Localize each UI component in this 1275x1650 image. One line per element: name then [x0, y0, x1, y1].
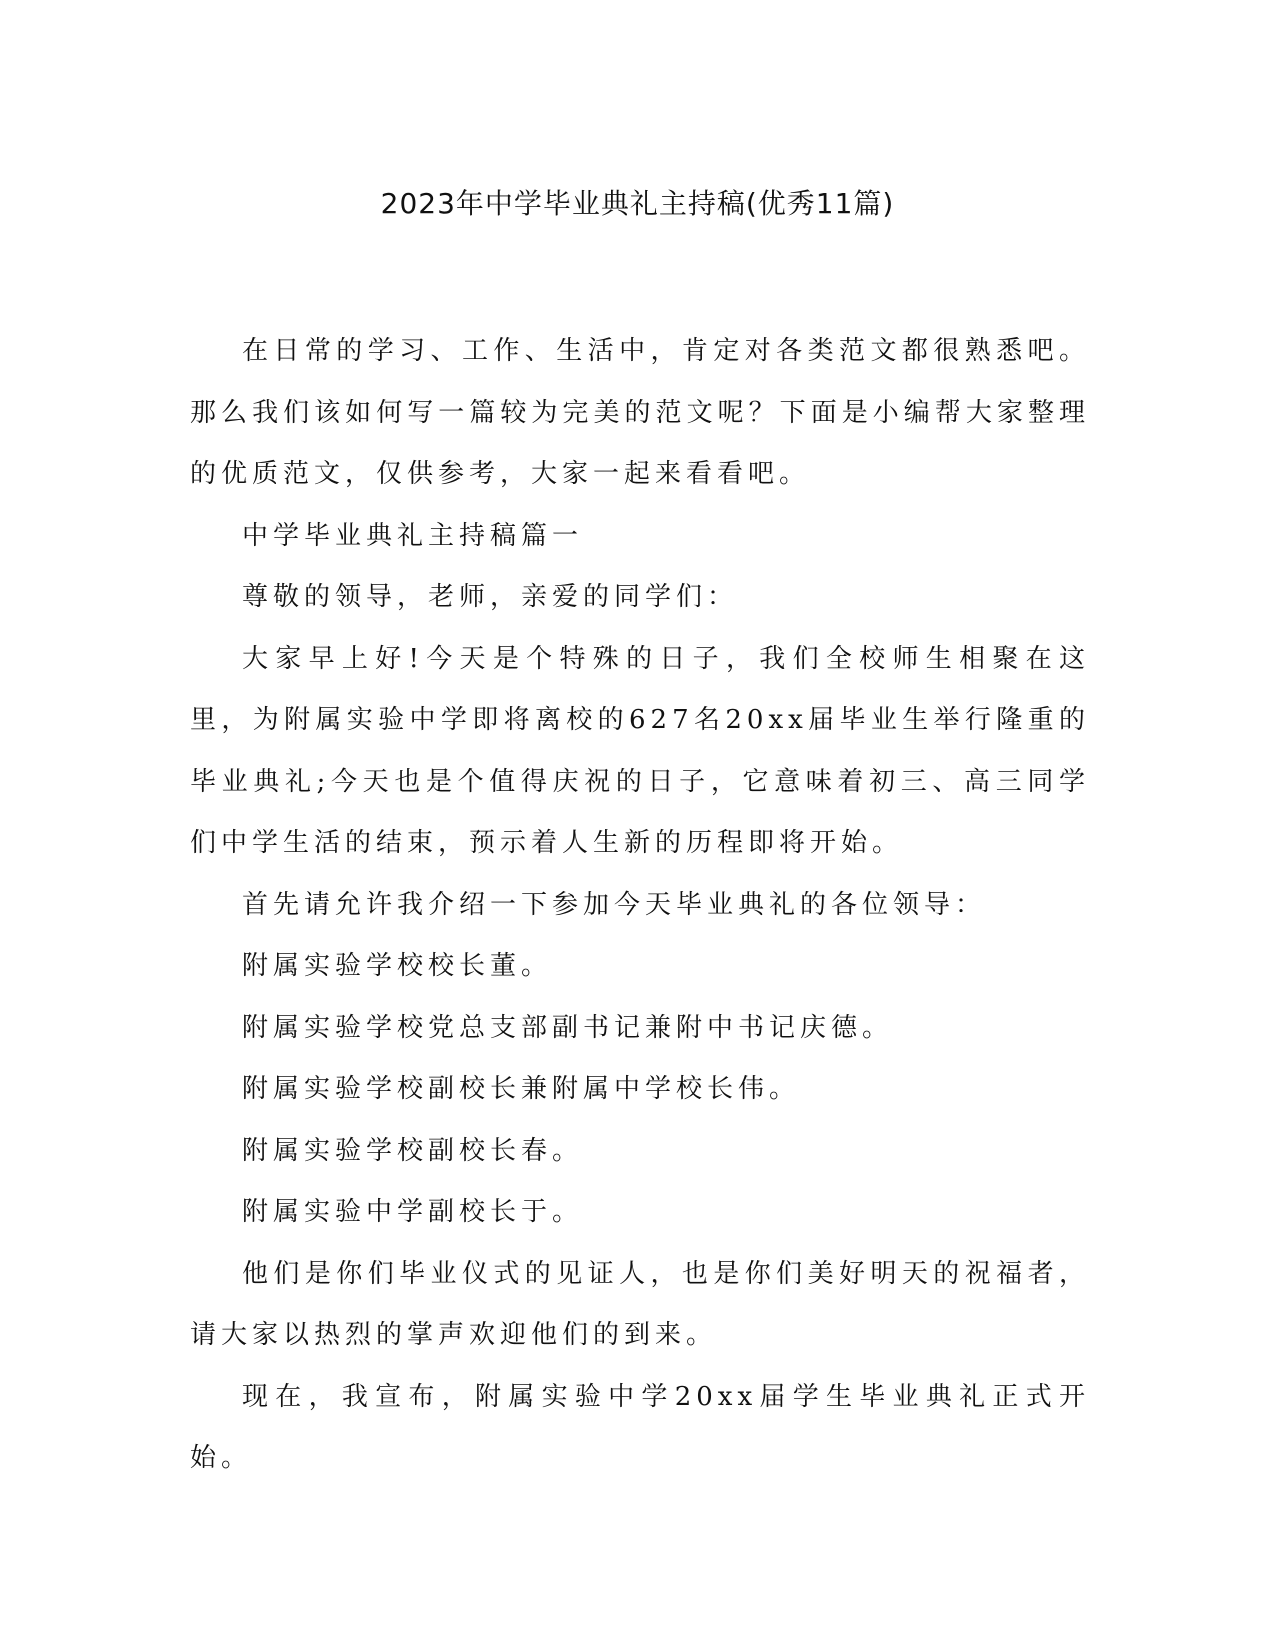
welcome-paragraph: 他们是你们毕业仪式的见证人，也是你们美好明天的祝福者，请大家以热烈的掌声欢迎他们的到来。	[190, 1258, 1090, 1350]
document-body	[190, 321, 1090, 1490]
salutation: 尊敬的领导，老师，亲爱的同学们：	[242, 582, 739, 612]
document-title: 2023年中学毕业典礼主持稿(优秀11篇)	[380, 187, 895, 220]
opening-paragraph: 大家早上好!今天是个特殊的日子，我们全校师生相聚在这里，为附属实验中学即将离校的627名20xx届毕业生举行隆重的毕业典礼;今天也是个值得庆祝的日子，它意味着初三、高三同学们中学生活的结束，预示着人生新的历程即将开始。	[190, 643, 1090, 858]
leader-line: 附属实验学校副校长春。	[242, 1135, 584, 1166]
intro-paragraph: 在日常的学习、工作、生活中，肯定对各类范文都很熟悉吧。那么我们该如何写一篇较为完美的范文呢？下面是小编帮大家整理的优质范文，仅供参考，大家一起来看看吧。	[190, 336, 1090, 489]
leaders-intro: 首先请允许我介绍一下参加今天毕业典礼的各位领导：	[242, 889, 987, 920]
leader-line: 附属实验学校副校长兼附属中学校长伟。	[242, 1074, 801, 1104]
leader-line: 附属实验学校党总支部副书记兼附中书记庆德。	[242, 1012, 894, 1043]
leader-line: 附属实验学校校长董。	[242, 951, 553, 981]
announcement-paragraph: 现在，我宣布，附属实验中学20xx届学生毕业典礼正式开始。	[190, 1381, 1090, 1473]
section-heading: 中学毕业典礼主持稿篇一	[242, 520, 584, 551]
leader-line: 附属实验中学副校长于。	[242, 1197, 584, 1227]
